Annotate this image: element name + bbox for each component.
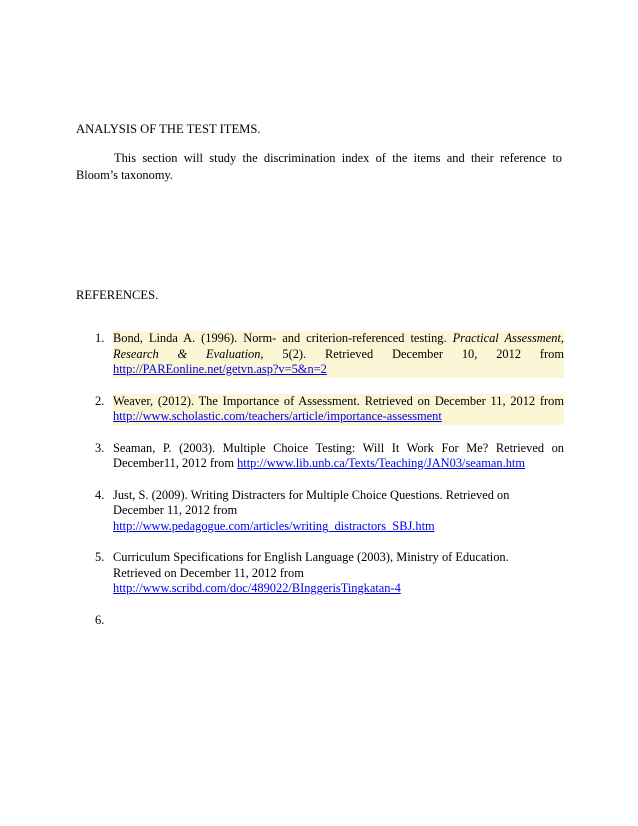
reference-number: 6. [95, 612, 105, 627]
reference-body [113, 394, 564, 425]
references-list [76, 331, 564, 644]
reference-body [113, 488, 564, 535]
reference-line: December11, 2012 from http://www.lib.unb.ca/Texts/Teaching/JAN03/seaman.htm [113, 456, 525, 470]
references-heading: REFERENCES. [76, 288, 159, 302]
reference-line: Retrieved on December 11, 2012 from [113, 565, 304, 580]
reference-line: Bond, Linda A. (1996). Norm- and criterion-referenced testing. Practical Assessment, [113, 331, 564, 345]
reference-item [76, 550, 564, 597]
reference-body [113, 441, 564, 472]
reference-link[interactable]: http://www.lib.unb.ca/Texts/Teaching/JAN03/seaman.htm [237, 456, 525, 470]
reference-body [113, 613, 564, 629]
reference-number: 4. [95, 487, 105, 502]
reference-line: Curriculum Specifications for English Language (2003), Ministry of Education. [113, 550, 509, 564]
reference-link[interactable]: http://www.scholastic.com/teachers/article/importance-assessment [113, 409, 442, 423]
reference-number: 1. [95, 331, 105, 345]
reference-item [76, 441, 564, 472]
reference-line [113, 581, 564, 597]
reference-line [113, 519, 564, 535]
reference-line: Seaman, P. (2003). Multiple Choice Testing: Will It Work For Me? Retrieved on [113, 440, 564, 455]
reference-line: December 11, 2012 from [113, 503, 238, 517]
reference-link[interactable]: http://www.pedagogue.com/articles/writing_distractors_SBJ.htm [113, 518, 435, 533]
reference-item [76, 488, 564, 535]
reference-line: Research & Evaluation, 5(2). Retrieved December 10, 2012 from [113, 346, 564, 361]
reference-item [76, 613, 564, 629]
reference-number: 3. [95, 440, 105, 455]
reference-item [76, 331, 564, 378]
reference-number: 2. [95, 393, 105, 408]
reference-line: Just, S. (2009). Writing Distracters for Multiple Choice Questions. Retrieved on [113, 487, 510, 502]
reference-body [113, 331, 564, 378]
analysis-paragraph: This section will study the discrimination index of the items and their reference to Bloom’s taxonomy. [76, 151, 562, 182]
reference-link[interactable]: http://www.scribd.com/doc/489022/BInggerisTingkatan-4 [113, 581, 401, 595]
reference-line [113, 362, 564, 378]
reference-body [113, 550, 564, 597]
reference-item [76, 394, 564, 425]
analysis-heading: ANALYSIS OF THE TEST ITEMS. [76, 122, 261, 136]
reference-number: 5. [95, 550, 105, 564]
reference-link[interactable]: http://PAREonline.net/getvn.asp?v=5&n=2 [113, 362, 327, 376]
reference-line: Weaver, (2012). The Importance of Assessment. Retrieved on December 11, 2012 from [113, 393, 564, 408]
reference-line [113, 409, 564, 425]
